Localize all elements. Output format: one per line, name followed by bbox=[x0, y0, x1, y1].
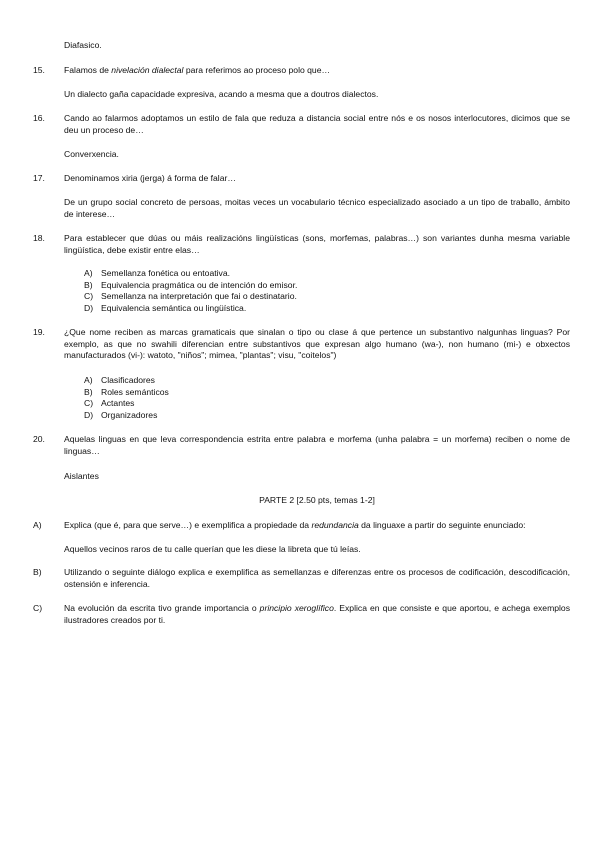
part2-item-b-letter: B) bbox=[33, 567, 42, 577]
part2-item-a-term: redundancia bbox=[311, 520, 359, 530]
question-17-text: Denominamos xiria (jerga) á forma de falar… bbox=[64, 173, 236, 183]
question-15-term: nivelación dialectal bbox=[111, 65, 184, 75]
option-d: D) Equivalencia semántica ou lingüística. bbox=[84, 302, 247, 313]
option-b: B) Roles semánticos bbox=[84, 386, 169, 397]
question-20-text: Aquelas linguas en que leva correspondencia estrita entre palabra e morfema (unha palabra = un morfema) reciben o nome de linguas… bbox=[64, 434, 570, 456]
question-19-options bbox=[84, 375, 484, 421]
answer-17: De un grupo social concreto de persoas, moitas veces un vocabulario técnico especializado asociado a un tipo de traballo, ámbito de interese… bbox=[64, 197, 570, 219]
part2-item-c-term: principio xeroglífico bbox=[259, 603, 334, 613]
answer-14: Diafasico. bbox=[64, 40, 102, 50]
option-a: A) Semellanza fonética ou entoativa. bbox=[84, 268, 230, 278]
part2-item-b-text: Utilizando o seguinte diálogo explica e exemplifica as semellanzas e diferenzas entre os procesos de codificación, descodificación, ostensión e inferencia. bbox=[64, 567, 570, 589]
option-a: A) Clasificadores bbox=[84, 375, 155, 385]
question-16-text: Cando ao falarmos adoptamos un estilo de fala que reduza a distancia social entre nós e os nosos interlocutores, dicimos que se deu un proceso de… bbox=[64, 113, 570, 135]
part2-item-c-text: Na evolución da escrita tivo grande importancia o principio xeroglífico. Explica en que consiste e que aportou, e achega exemplos ilustradores creados por ti. bbox=[64, 603, 571, 625]
question-19-number: 19. bbox=[33, 327, 45, 337]
part2-heading: PARTE 2 [2.50 pts, temas 1-2] bbox=[259, 495, 375, 505]
option-d: D) Organizadores bbox=[84, 409, 158, 420]
answer-15: Un dialecto gaña capacidade expresiva, acando a mesma que a doutros dialectos. bbox=[64, 89, 379, 99]
question-18-number: 18. bbox=[33, 233, 45, 243]
question-20-number: 20. bbox=[33, 434, 45, 444]
question-15-number: 15. bbox=[33, 65, 45, 75]
part2-item-a-text: Explica (que é, para que serve…) e exemplifica a propiedade da redundancia da linguaxe a partir do seguinte enunciado: bbox=[64, 520, 526, 530]
option-c: C) Actantes bbox=[84, 398, 135, 409]
part2-item-c-letter: C) bbox=[33, 603, 43, 613]
option-c: C) Semellanza na interpretación que fai o destinatario. bbox=[84, 291, 297, 302]
question-18-text: Para establecer que dúas ou máis realizacións lingüísticas (sons, morfemas, palabras…) son variantes dunha mesma variable lingüística, debe existir entre elas… bbox=[64, 233, 570, 255]
option-b: B) Equivalencia pragmática ou de intención do emisor. bbox=[84, 279, 298, 290]
question-15-text: Falamos de nivelación dialectal para referimos ao proceso polo que… bbox=[64, 65, 331, 75]
question-17-number: 17. bbox=[33, 173, 45, 183]
question-18-options bbox=[84, 268, 484, 314]
question-16-number: 16. bbox=[33, 113, 45, 123]
answer-20: Aislantes bbox=[64, 471, 99, 481]
part2-item-a-quote: Aquellos vecinos raros de tu calle querían que les diese la libreta que tú leías. bbox=[64, 544, 361, 554]
answer-16: Converxencia. bbox=[64, 149, 119, 159]
part2-item-a-letter: A) bbox=[33, 520, 42, 530]
question-19-text: ¿Que nome reciben as marcas gramaticais que sinalan o tipo ou clase á que pertence un substantivo nalgunhas linguas? Por exemplo, as que no swahili diferencian entre substantivos que expresan algo humano (wa-), non humano (mi-) e obxectos manufacturados (vi-): watoto, "niños"; mimea, "plantas"; visu, "coitelos") bbox=[64, 327, 570, 361]
